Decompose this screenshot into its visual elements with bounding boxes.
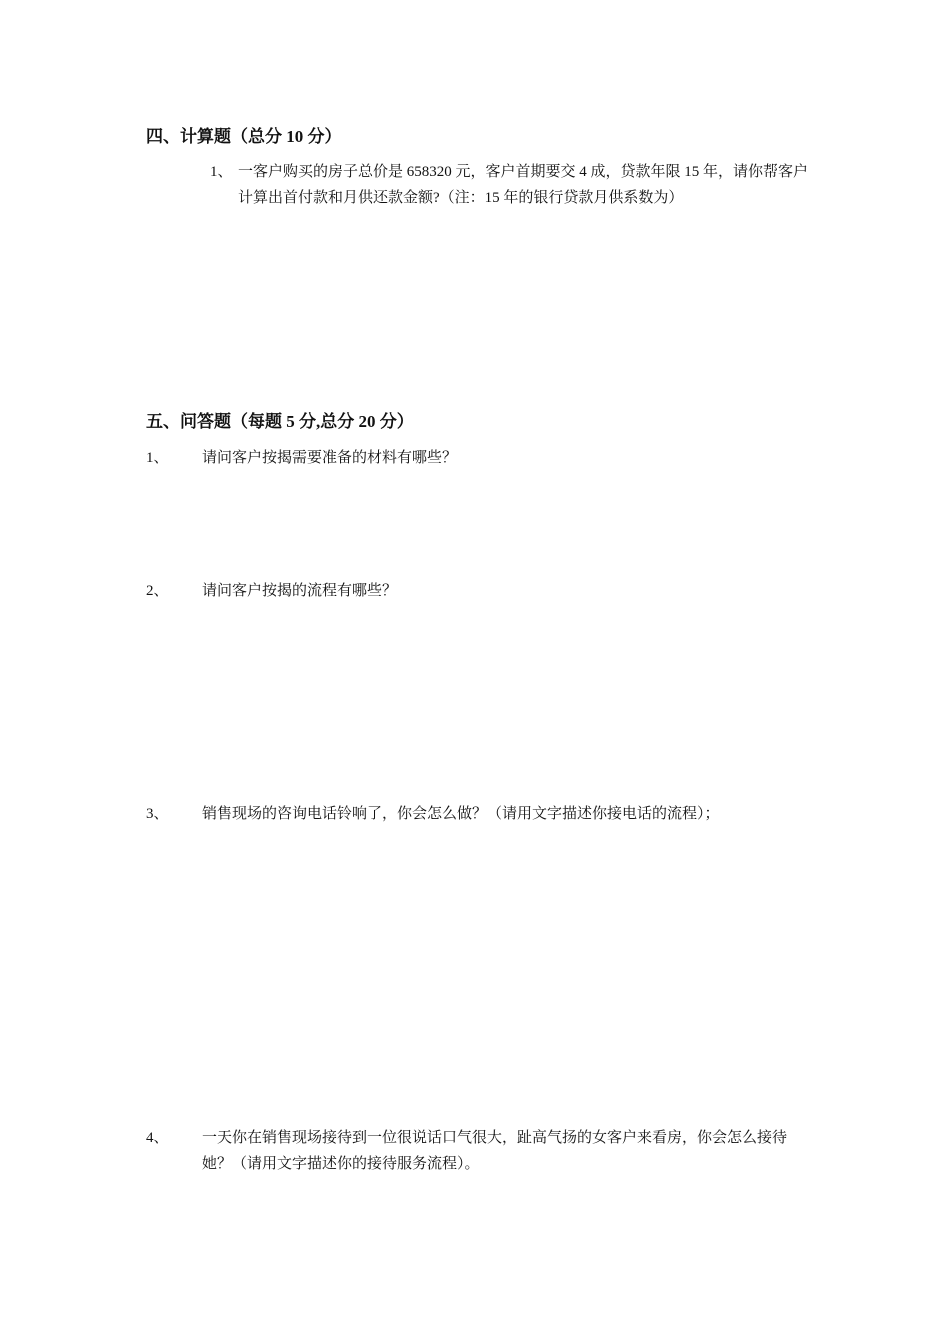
section-5-question-4-number: 4、 <box>146 1130 169 1146</box>
section-5-question-4-text: 一天你在销售现场接待到一位很说话口气很大，趾高气扬的女客户来看房，你会怎么接待她？（请用文字描述你的接待服务流程）。 <box>202 1130 788 1172</box>
section-4-question-1-number: 1、 <box>210 164 233 180</box>
section-4-heading: 四、计算题（总分 10 分） <box>146 127 342 146</box>
section-5-question-3-number: 3、 <box>146 806 169 822</box>
section-4-question-1-text: 一客户购买的房子总价是 658320 元，客户首期要交 4 成，贷款年限 15 年，请你帮客户计算出首付款和月供还款金额?（注：15 年的银行贷款月供系数为） <box>238 164 809 206</box>
section-5-question-3-text: 销售现场的咨询电话铃响了，你会怎么做？（请用文字描述你接电话的流程）； <box>202 806 720 822</box>
section-5-heading: 五、问答题（每题 5 分,总分 20 分） <box>146 412 414 431</box>
section-5-question-2-text: 请问客户按揭的流程有哪些？ <box>202 583 398 599</box>
section-5-question-1-text: 请问客户按揭需要准备的材料有哪些？ <box>202 450 458 466</box>
section-5-question-2-number: 2、 <box>146 583 169 599</box>
section-5-question-1-number: 1、 <box>146 450 169 466</box>
